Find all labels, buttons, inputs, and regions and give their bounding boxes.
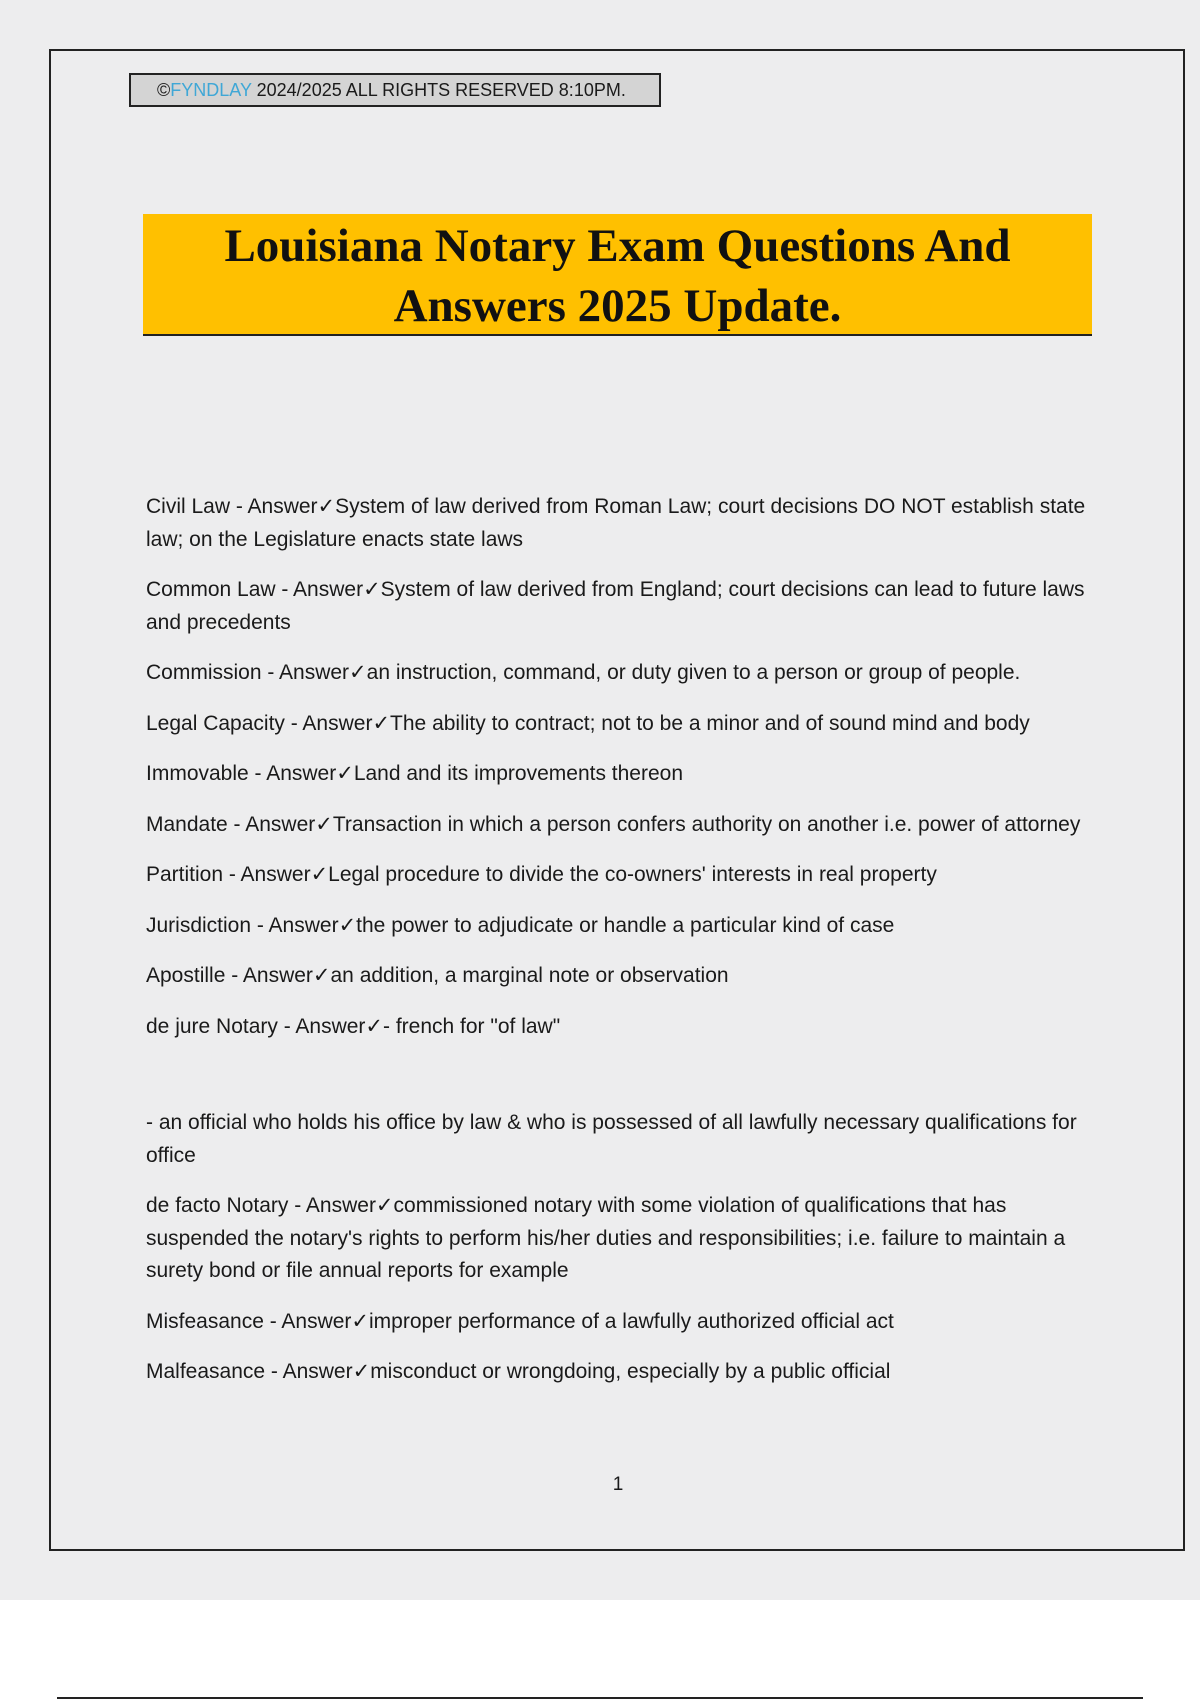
qa-entries	[146, 491, 1096, 1407]
qa-entry: Commission - Answer✓an instruction, command, or duty given to a person or group of people.	[146, 661, 1021, 684]
qa-entry: Common Law - Answer✓System of law derived from England; court decisions can lead to future laws and precedents	[146, 578, 1085, 634]
next-page-top-rule	[57, 1697, 1143, 1699]
qa-entry: Partition - Answer✓Legal procedure to divide the co-owners' interests in real property	[146, 863, 937, 886]
document-title	[143, 214, 1092, 336]
copyright-symbol: ©	[157, 80, 171, 100]
qa-entry: Legal Capacity - Answer✓The ability to contract; not to be a minor and of sound mind and body	[146, 711, 1030, 735]
qa-entry: Misfeasance - Answer✓improper performance of a lawfully authorized official act	[146, 1309, 894, 1333]
qa-entry: Immovable - Answer✓Land and its improvements thereon	[146, 762, 684, 785]
qa-entry: de facto Notary - Answer✓commissioned notary with some violation of qualifications that has suspended the notary's rights to perform his/her duties and responsibilities; i.e. failure to maintain a surety bond or file annual reports for example	[146, 1194, 1066, 1282]
copyright-text: 2024/2025 ALL RIGHTS RESERVED 8:10PM.	[251, 80, 626, 100]
qa-entry: Apostille - Answer✓an addition, a marginal note or observation	[146, 964, 729, 987]
qa-entry-continuation: - an official who holds his office by law & who is possessed of all lawfully necessary qualifications for office	[146, 1111, 1077, 1167]
qa-entry: Jurisdiction - Answer✓the power to adjudicate or handle a particular kind of case	[146, 913, 895, 937]
qa-entry: Civil Law - Answer✓System of law derived from Roman Law; court decisions DO NOT establish state law; on the Legislature enacts state laws	[146, 495, 1086, 551]
title-line-2: Answers 2025 Update.	[393, 280, 842, 332]
title-line-1: Louisiana Notary Exam Questions And	[224, 220, 1011, 272]
page-number: 1	[612, 1474, 624, 1495]
copyright-brand: FYNDLAY	[170, 80, 252, 100]
qa-entry: Mandate - Answer✓Transaction in which a person confers authority on another i.e. power of attorney	[146, 812, 1081, 836]
qa-entry: de jure Notary - Answer✓- french for "of law"	[146, 1014, 561, 1038]
qa-entry: Malfeasance - Answer✓misconduct or wrongdoing, especially by a public official	[146, 1360, 891, 1383]
copyright-banner	[129, 73, 661, 107]
